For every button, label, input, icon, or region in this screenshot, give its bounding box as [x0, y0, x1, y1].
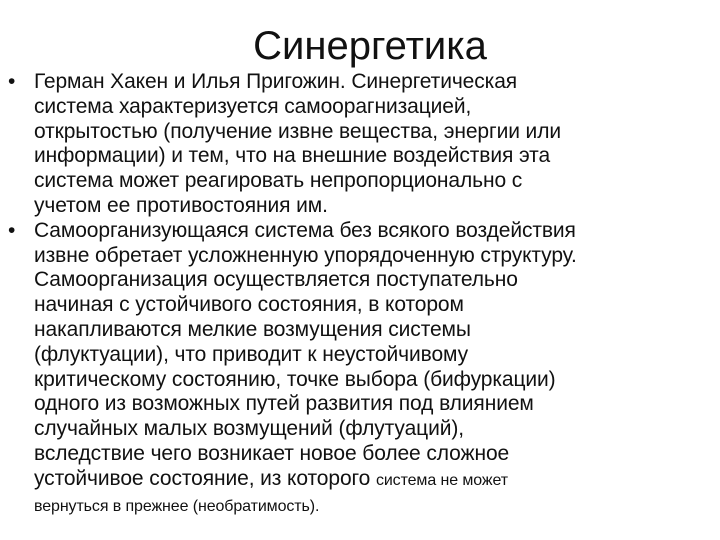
bullet-2-line-6: (флуктуации), что приводит к неустойчивому [34, 342, 468, 366]
bullet-2-line-12: вернуться в прежнее (необратимость). [34, 497, 320, 515]
bullet-item-1 [0, 70, 720, 219]
bullet-marker: • [8, 218, 16, 242]
bullet-2-line-8: одного из возможных путей развития под влиянием [34, 392, 534, 416]
bullet-2-line-10: вследствие чего возникает новое более сложное [34, 441, 510, 465]
bullet-2-line-11-small: система не может [375, 471, 508, 489]
bullet-1-line-3: открытостью (получение извне вещества, энергии или [34, 119, 561, 143]
bullet-1-line-6: учетом ее противостояния им. [34, 193, 328, 217]
bullet-2-line-2: извне обретает усложненную упорядоченную структуру. [34, 243, 577, 267]
bullet-1-line-5: система может реагировать непропорционально с [34, 169, 523, 193]
bullet-2-line-11 [34, 467, 716, 494]
slide-title: Синергетика [253, 24, 487, 68]
bullet-marker: • [8, 70, 16, 93]
bullet-2-line-11-large: устойчивое состояние, из которого [34, 466, 376, 490]
bullet-list [0, 70, 720, 520]
bullet-2-line-7: критическому состоянию, точке выбора (бифуркации) [34, 367, 556, 391]
bullet-1-line-2: система характеризуется самоорагнизацией, [34, 94, 472, 118]
bullet-item-2 [0, 219, 720, 520]
bullet-2-line-9: случайных малых возмущений (флутуаций), [34, 417, 464, 441]
bullet-2-line-4: начиная с устойчивого состояния, в котором [34, 293, 464, 317]
bullet-1-line-1: Герман Хакен и Илья Пригожин. Синергетическая [34, 70, 518, 93]
bullet-2-line-5: накапливаются мелкие возмущения системы [34, 317, 471, 341]
bullet-1-line-4: информации) и тем, что на внешние воздействия эта [34, 144, 551, 168]
bullet-2-line-3: Самоорганизация осуществляется поступательно [34, 268, 518, 292]
bullet-2-line-1: Самоорганизующаяся система без всякого воздействия [34, 218, 576, 242]
